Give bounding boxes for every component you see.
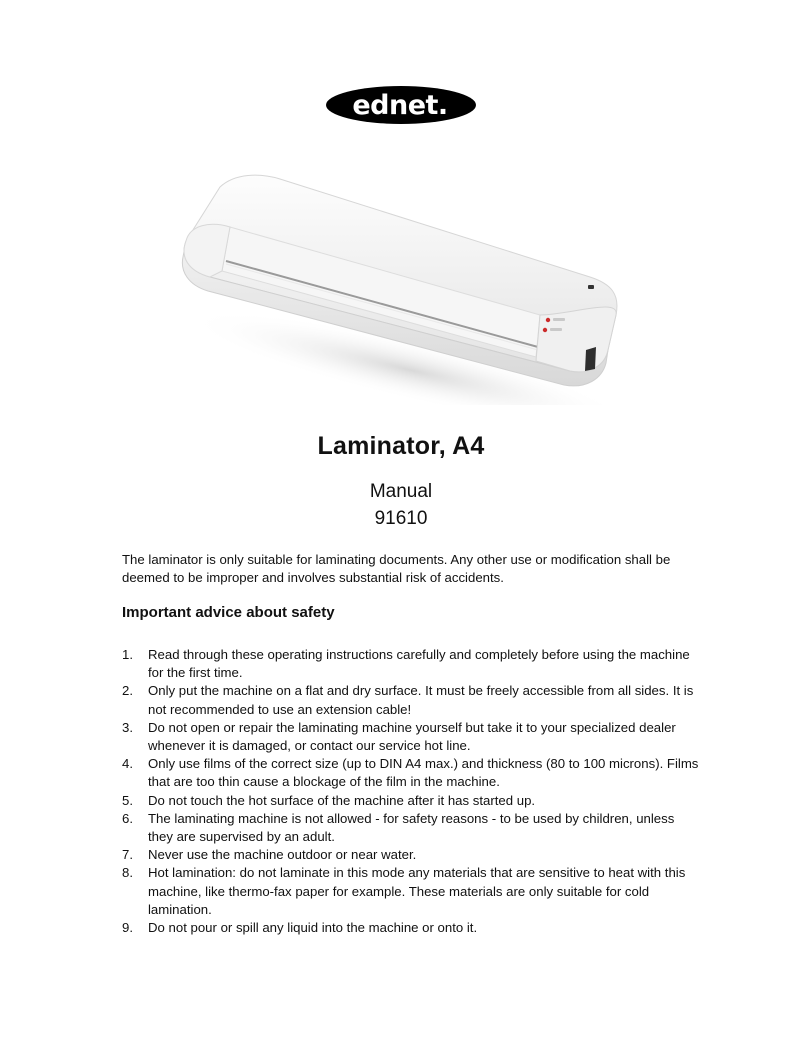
list-item-number: 6. (122, 810, 133, 826)
list-item-text: Do not open or repair the laminating machine yourself but take it to your specialized dealer whenever it is damaged, or contact our service hot line. (148, 719, 676, 754)
list-item (122, 682, 702, 718)
list-item-text: Do not pour or spill any liquid into the machine or onto it. (148, 920, 478, 936)
list-item-text: Do not touch the hot surface of the machine after it has started up. (148, 792, 536, 808)
list-item-text: Only put the machine on a flat and dry surface. It must be freely accessible from all sides. It is not recommended to use an extension cable! (148, 683, 694, 717)
ednet-logo (325, 85, 477, 125)
laminator-photo (150, 165, 630, 405)
list-item-text: Never use the machine outdoor or near water. (148, 847, 417, 863)
list-item-number: 3. (122, 719, 133, 735)
list-item-number: 5. (122, 792, 133, 808)
list-item-text: Read through these operating instructions carefully and completely before using the machine for the first time. (148, 647, 690, 681)
list-item (122, 755, 702, 791)
list-item (122, 846, 702, 864)
list-item-text: The laminating machine is not allowed - for safety reasons - to be used by children, unless they are supervised by an adult. (148, 810, 675, 845)
list-item-text: Hot lamination: do not laminate in this mode any materials that are sensitive to heat with this machine, like thermo-fax paper for example. These materials are only suitable for cold lamination. (148, 865, 686, 917)
list-item-number: 8. (122, 865, 133, 881)
list-item (122, 719, 702, 755)
list-item-number: 1. (122, 647, 133, 662)
list-item (122, 646, 702, 682)
product-number: 91610 (374, 508, 428, 529)
ednet-logo-graphic (325, 85, 477, 125)
logo-text: ednet. (352, 90, 448, 121)
list-item-number: 2. (122, 683, 133, 699)
list-item-number: 4. (122, 756, 133, 772)
safety-heading: Important advice about safety (122, 604, 335, 621)
list-item (122, 810, 702, 846)
intro-paragraph: The laminator is only suitable for laminating documents. Any other use or modification shall be deemed to be improper and involves substantial risk of accidents. (122, 552, 671, 585)
list-item-number: 9. (122, 920, 133, 936)
list-item-number: 7. (122, 847, 133, 863)
laminator-illustration (150, 165, 630, 405)
safety-list (122, 646, 702, 937)
document-subtitle-manual: Manual (369, 481, 433, 502)
list-item (122, 792, 702, 810)
list-item-text: Only use films of the correct size (up to DIN A4 max.) and thickness (80 to 100 microns). Films that are too thin cause a blockage of the film in the machine. (148, 756, 699, 790)
list-item (122, 864, 702, 919)
list-item (122, 919, 702, 937)
document-title: Laminator, A4 (317, 432, 485, 460)
